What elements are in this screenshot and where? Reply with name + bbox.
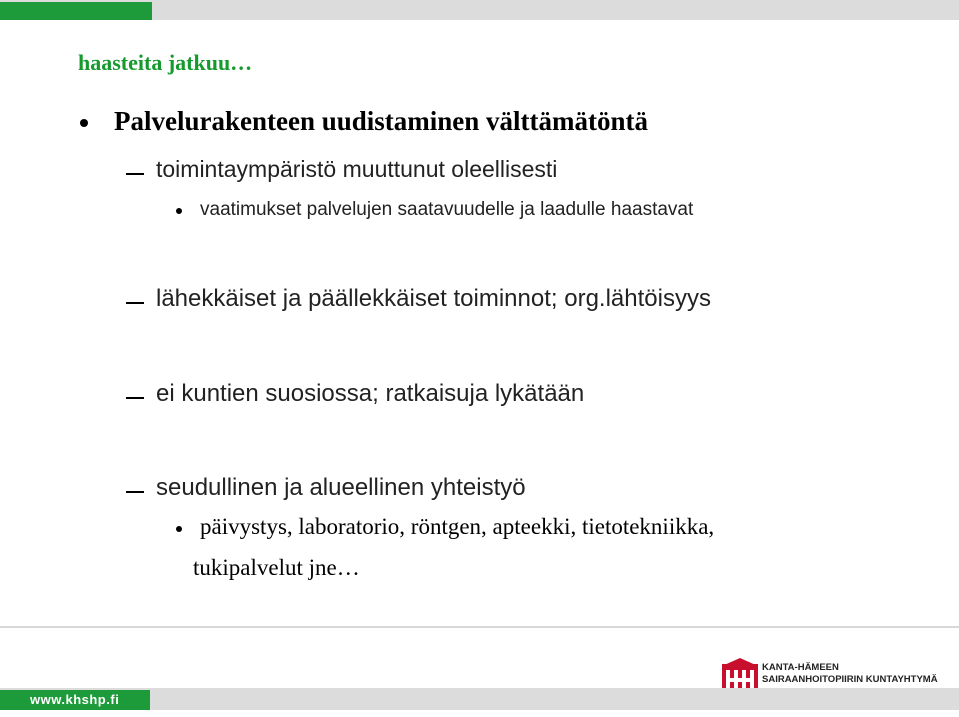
dash-icon xyxy=(126,491,144,493)
slide-title: haasteita jatkuu… xyxy=(78,50,253,75)
list-item: toimintaympäristö muuttunut oleellisesti xyxy=(156,156,558,182)
dash-icon xyxy=(126,397,144,399)
list-item: seudullinen ja alueellinen yhteistyö xyxy=(156,474,526,501)
footer-divider xyxy=(0,626,959,628)
list-item: päivystys, laboratorio, röntgen, apteekki, tietotekniikka, xyxy=(200,514,715,539)
website-url[interactable]: www.khshp.fi xyxy=(0,690,150,710)
list-item: vaatimukset palvelujen saatavuudelle ja laadulle haastavat xyxy=(200,199,694,220)
list-item-continuation: tukipalvelut jne… xyxy=(193,555,360,580)
dash-icon xyxy=(126,173,144,175)
org-line-1: KANTA-HÄMEEN xyxy=(762,662,839,673)
bullet-icon xyxy=(176,526,182,532)
header-accent xyxy=(0,2,152,20)
bullet-icon xyxy=(176,208,182,214)
main-point: Palvelurakenteen uudistaminen välttämätöntä xyxy=(114,106,649,136)
list-item: lähekkäiset ja päällekkäiset toiminnot; org.lähtöisyys xyxy=(156,285,711,312)
org-line-2: SAIRAANHOITOPIIRIN KUNTAYHTYMÄ xyxy=(762,674,938,685)
list-item: ei kuntien suosiossa; ratkaisuja lykätään xyxy=(156,380,585,407)
bullet-icon xyxy=(80,119,88,127)
organization-name xyxy=(762,662,938,686)
dash-icon xyxy=(126,302,144,304)
